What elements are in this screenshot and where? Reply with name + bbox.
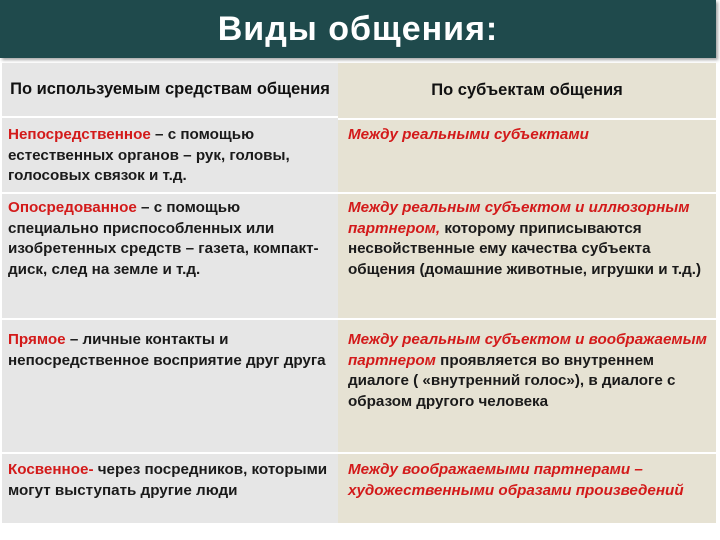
term-mediated: Опосредованное (8, 199, 137, 216)
term-imaginary-partners: Между воображаемыми партнерами – художественными образами произведений (348, 461, 684, 499)
row-4-left-cell (8, 460, 333, 501)
term-direct: Непосредственное (8, 126, 151, 143)
row-separator (2, 318, 716, 320)
row-3-right-cell (348, 330, 713, 412)
title-bar (0, 0, 716, 58)
row-separator (2, 192, 716, 194)
row-3-left-cell (8, 330, 333, 371)
row-3-left-text: – личные контакты и непосредственное восприятие друг друга (8, 331, 326, 369)
term-real-subjects: Между реальными субъектами (348, 126, 589, 143)
term-illusory-partner: Между реальным субъектом и иллюзорным партнером, (348, 199, 690, 237)
row-2-right-cell (348, 198, 713, 280)
row-4-right-cell (348, 460, 713, 501)
row-2-left-text: – с помощью специально приспособленных или изобретенных средств – газета, компакт-диск, след на земле и т.д. (8, 199, 319, 278)
header-right: По субъектам общения (338, 63, 716, 120)
row-2-right-text: которому приписываются несвойственные ему качества субъекта общения (домашние животные, игрушки и т.д.) (348, 219, 702, 278)
header-left: По используемым средствам общения (2, 63, 338, 118)
page-title: Виды общения: (217, 9, 499, 48)
row-1-left-cell (8, 125, 333, 187)
term-indirect: Косвенное- (8, 461, 94, 478)
row-1-right-cell (348, 125, 713, 146)
row-2-left-cell (8, 198, 333, 280)
term-imaginary-partner: Между реальным субъектом и воображаемым партнером (348, 331, 707, 369)
row-1-left-text: – с помощью естественных органов – рук, головы, голосовых связок и т.д. (8, 126, 290, 184)
row-4-left-text: через посредников, которыми могут выступать другие люди (8, 461, 328, 499)
term-straight: Прямое (8, 331, 66, 348)
row-separator (2, 452, 716, 454)
row-3-right-text: проявляется во внутреннем диалоге ( «внутренний голос»), в диалоге с образом другого человека (348, 351, 676, 410)
